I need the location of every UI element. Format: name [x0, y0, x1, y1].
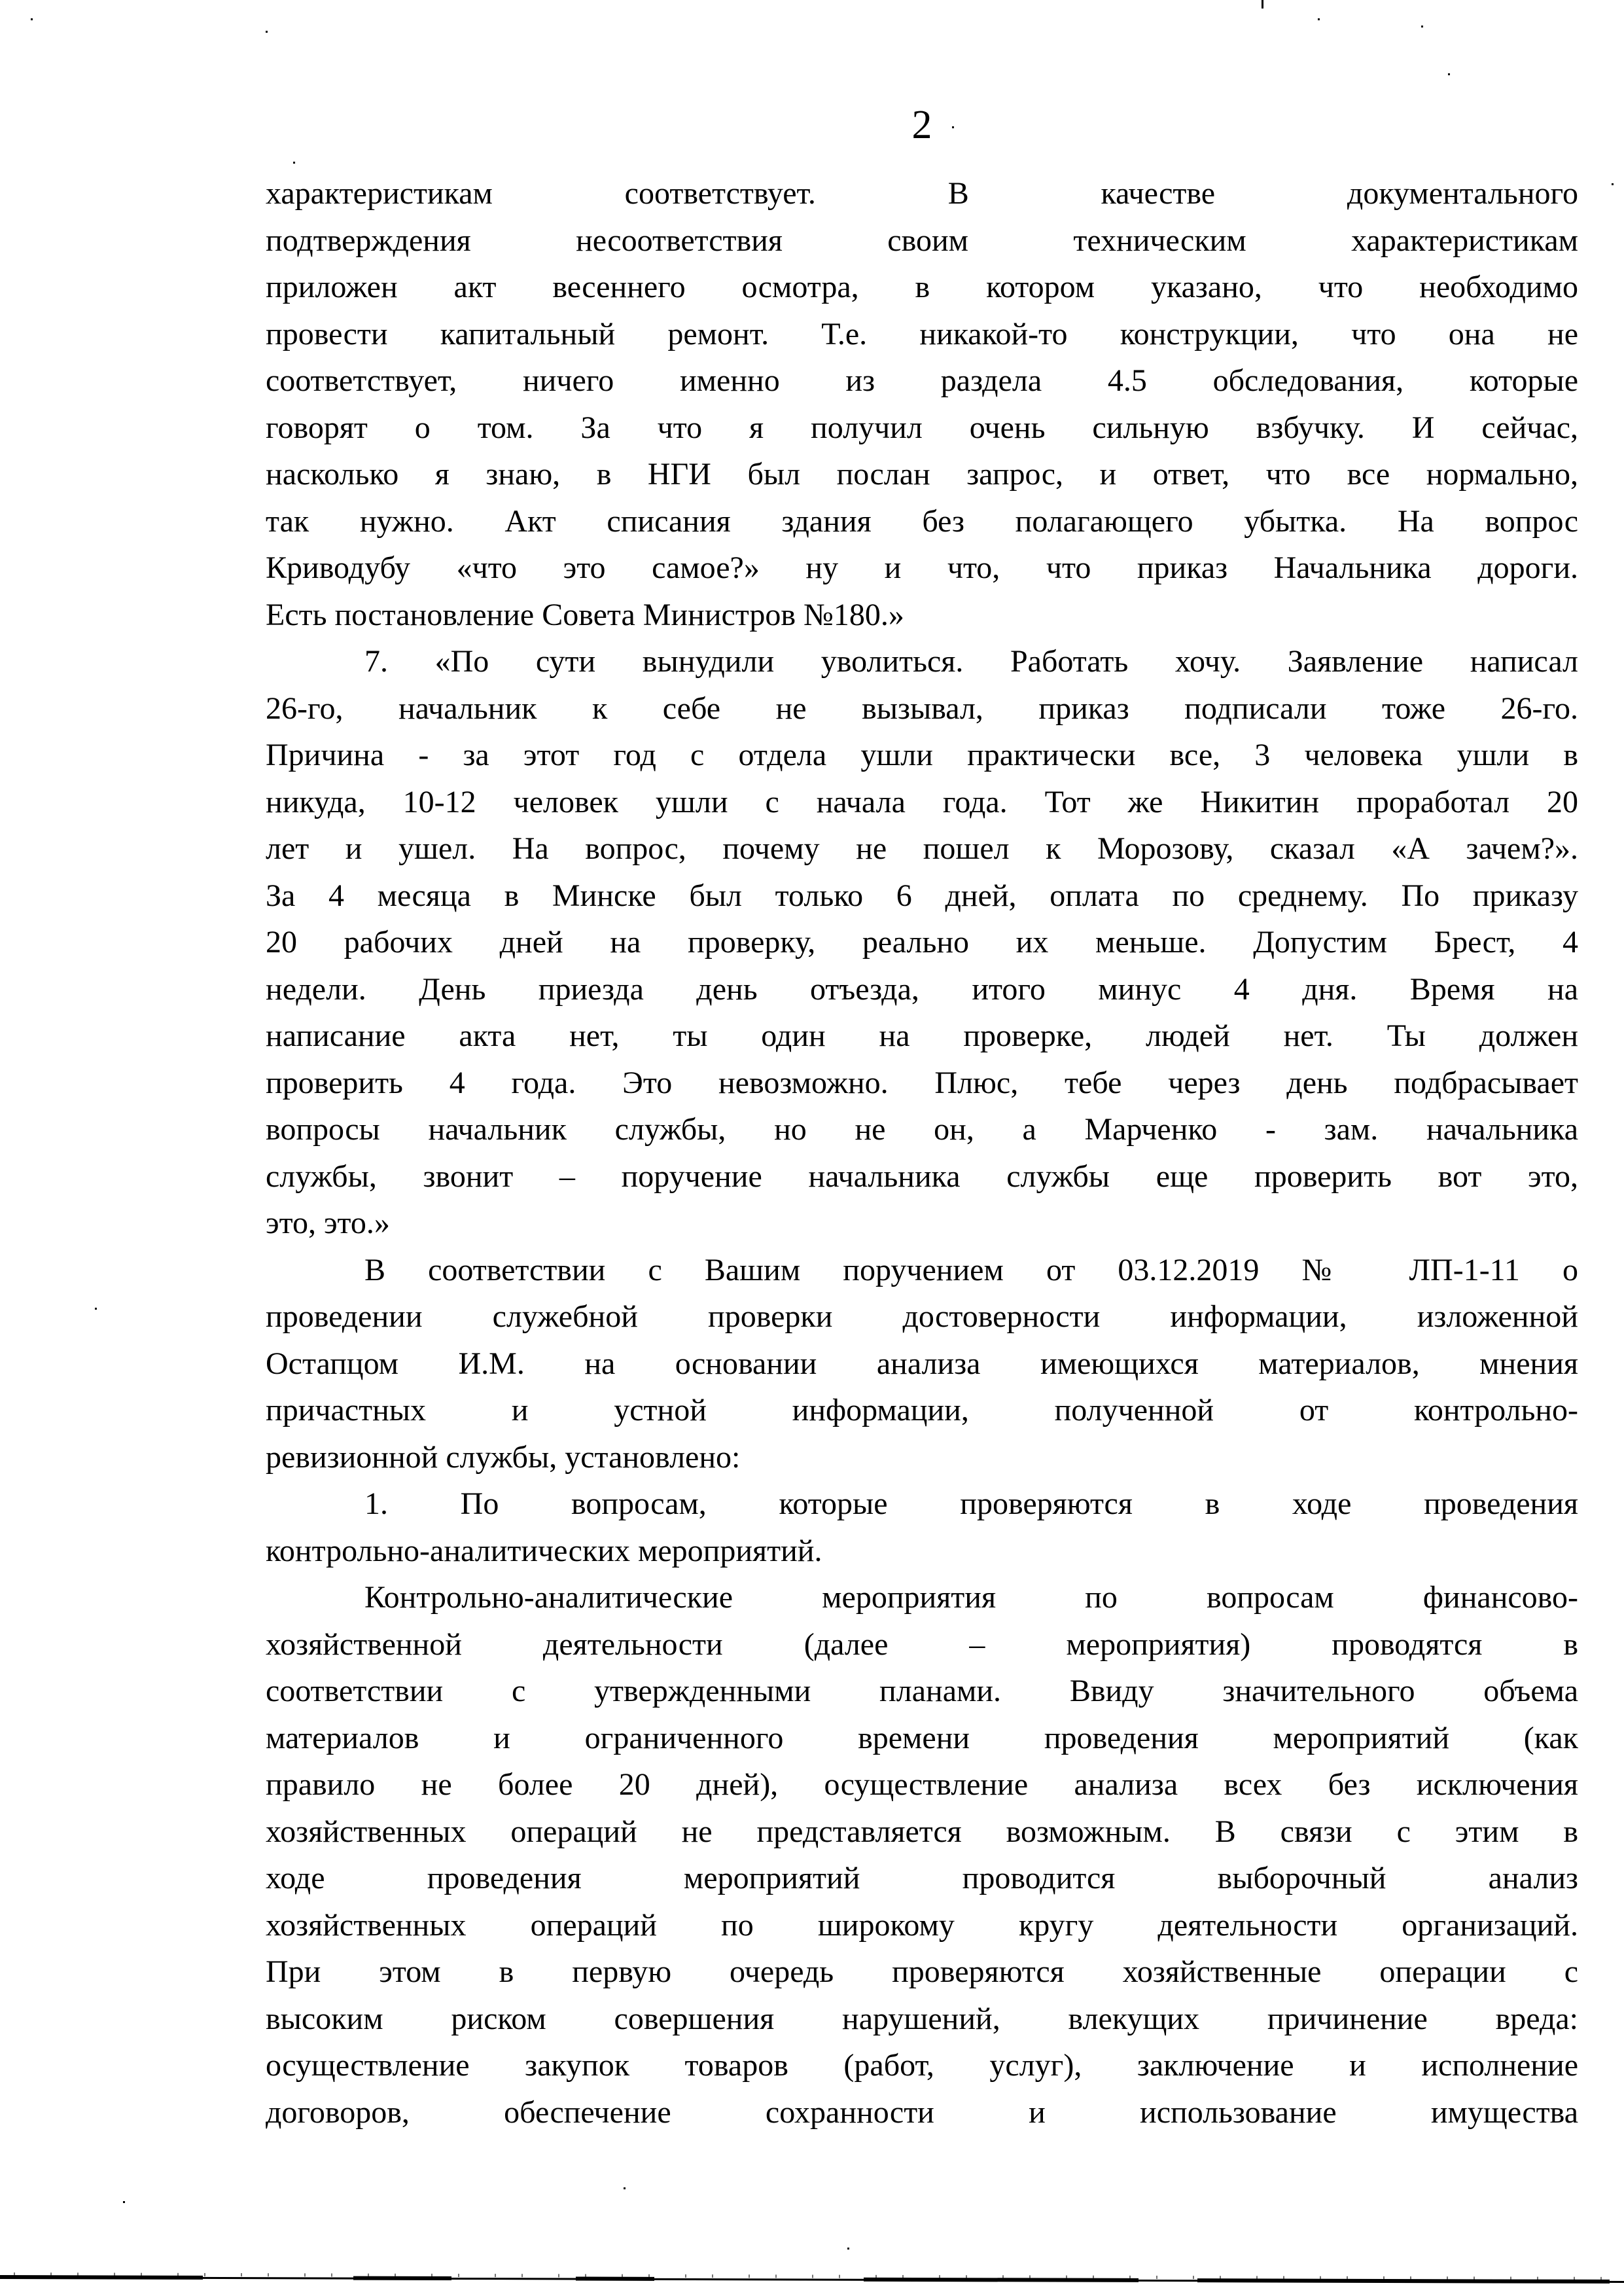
text-line: провести капитальный ремонт. Т.е. никакой-то конструкции, что она не — [266, 316, 1578, 351]
text-line: договоров, обеспечение сохранности и использование имущества — [266, 2094, 1578, 2130]
scan-speckle — [847, 2248, 849, 2250]
scan-mark-top — [1262, 0, 1263, 9]
text-line: лет и ушел. На вопрос, почему не пошел к Морозову, сказал «А зачем?». — [266, 831, 1578, 866]
scan-speckle — [1612, 183, 1614, 185]
text-line: Криводубу «что это самое?» ну и что, что приказ Начальника дороги. — [266, 550, 1578, 585]
text-line: хозяйственной деятельности (далее – мероприятия) проводятся в — [266, 1626, 1578, 1662]
text-line: никуда, 10-12 человек ушли с начала года. Тот же Никитин проработал 20 — [266, 784, 1578, 819]
text-line: осуществление закупок товаров (работ, услуг), заключение и исполнение — [266, 2048, 1578, 2083]
text-line: ходе проведения мероприятий проводится выборочный анализ — [266, 1861, 1578, 1895]
text-line: 1. По вопросам, которые проверяются в ходе проведения — [364, 1486, 1578, 1521]
scan-edge-line — [0, 2272, 1624, 2290]
text-line: говорят о том. За что я получил очень сильную взбучку. И сейчас, — [266, 410, 1578, 445]
text-line: характеристикам соответствует. В качестве документального — [266, 176, 1578, 211]
text-line: 26-го, начальник к себе не вызывал, приказ подписали тоже 26-го. — [266, 691, 1578, 726]
text-line: причастных и устной информации, полученной от контрольно- — [266, 1393, 1578, 1427]
paragraph — [266, 170, 1578, 638]
text-line: правило не более 20 дней), осуществление анализа всех без исключения — [266, 1767, 1578, 1802]
scan-speckle — [31, 18, 33, 20]
text-line: насколько я знаю, в НГИ был послан запрос, и ответ, что все нормально, — [266, 457, 1578, 492]
text-line: соответствует, ничего именно из раздела 4.5 обследования, которые — [266, 363, 1578, 398]
scan-line-segment — [576, 2277, 654, 2281]
text-line: ревизионной службы, установлено: — [266, 1439, 741, 1475]
scan-speckle — [624, 2187, 626, 2189]
text-line: проведении служебной проверки достоверности информации, изложенной — [266, 1299, 1578, 1334]
text-line: Есть постановление Совета Министров №180.» — [266, 597, 904, 632]
scan-speckle — [1448, 73, 1450, 75]
text-line: соответствии с утвержденными планами. Ввиду значительного объема — [266, 1674, 1578, 1708]
text-line: приложен акт весеннего осмотра, в котором указано, что необходимо — [266, 270, 1578, 304]
text-line: проверить 4 года. Это невозможно. Плюс, тебе через день подбрасывает — [266, 1065, 1578, 1100]
scan-line-segment — [864, 2278, 1139, 2282]
scan-speckle — [293, 162, 295, 164]
text-line: контрольно-аналитических мероприятий. — [266, 1533, 822, 1568]
text-block — [266, 170, 1578, 2136]
text-line: Контрольно-аналитические мероприятия по вопросам финансово- — [364, 1580, 1578, 1615]
scan-speckle — [952, 126, 954, 128]
text-line: так нужно. Акт списания здания без полагающего убытка. На вопрос — [266, 503, 1578, 539]
text-line: материалов и ограниченного времени проведения мероприятий (как — [266, 1720, 1578, 1755]
text-line: Остапцом И.М. на основании анализа имеющихся материалов, мнения — [266, 1346, 1578, 1381]
scan-line-segment — [353, 2276, 451, 2280]
scan-speckle — [1318, 18, 1320, 20]
scan-speckle — [266, 31, 268, 33]
text-line: хозяйственных операций не представляется возможным. В связи с этим в — [266, 1814, 1578, 1849]
text-line: высоким риском совершения нарушений, влекущих причинение вреда: — [266, 2001, 1578, 2036]
text-line: 20 рабочих дней на проверку, реально их меньше. Допустим Брест, 4 — [266, 925, 1578, 960]
scan-line-segment — [1197, 2278, 1610, 2284]
text-line: службы, звонит – поручение начальника службы еще проверить вот это, — [266, 1158, 1578, 1194]
text-line: вопросы начальник службы, но не он, а Марченко - зам. начальника — [266, 1112, 1578, 1147]
text-line: За 4 месяца в Минске был только 6 дней, оплата по среднему. По приказу — [266, 878, 1578, 913]
text-line: При этом в первую очередь проверяются хозяйственные операции с — [266, 1954, 1578, 1989]
text-line: 7. «По сути вынудили уволиться. Работать хочу. Заявление написал — [364, 644, 1578, 679]
text-line: Причина - за этот год с отдела ушли практически все, 3 человека ушли в — [266, 738, 1578, 772]
page-number: 2 — [911, 103, 932, 147]
paragraph — [266, 1574, 1578, 2136]
paragraph — [266, 1480, 1578, 1574]
scan-line-segment — [0, 2275, 203, 2280]
text-line: В соответствии с Вашим поручением от 03.12.2019 № ЛП-1-11 о — [364, 1252, 1578, 1287]
paragraph — [266, 1247, 1578, 1481]
scan-speckle — [123, 2201, 125, 2203]
scan-speckle — [1421, 26, 1423, 27]
text-line: написание акта нет, ты один на проверке, людей нет. Ты должен — [266, 1018, 1578, 1053]
text-line: это, это.» — [266, 1206, 390, 1240]
text-line: подтверждения несоответствия своим техническим характеристикам — [266, 223, 1578, 258]
text-line: хозяйственных операций по широкому кругу деятельности организаций. — [266, 1907, 1578, 1943]
scan-speckle — [95, 1308, 97, 1310]
paragraph — [266, 638, 1578, 1247]
text-line: недели. День приезда день отъезда, итого минус 4 дня. Время на — [266, 971, 1578, 1007]
